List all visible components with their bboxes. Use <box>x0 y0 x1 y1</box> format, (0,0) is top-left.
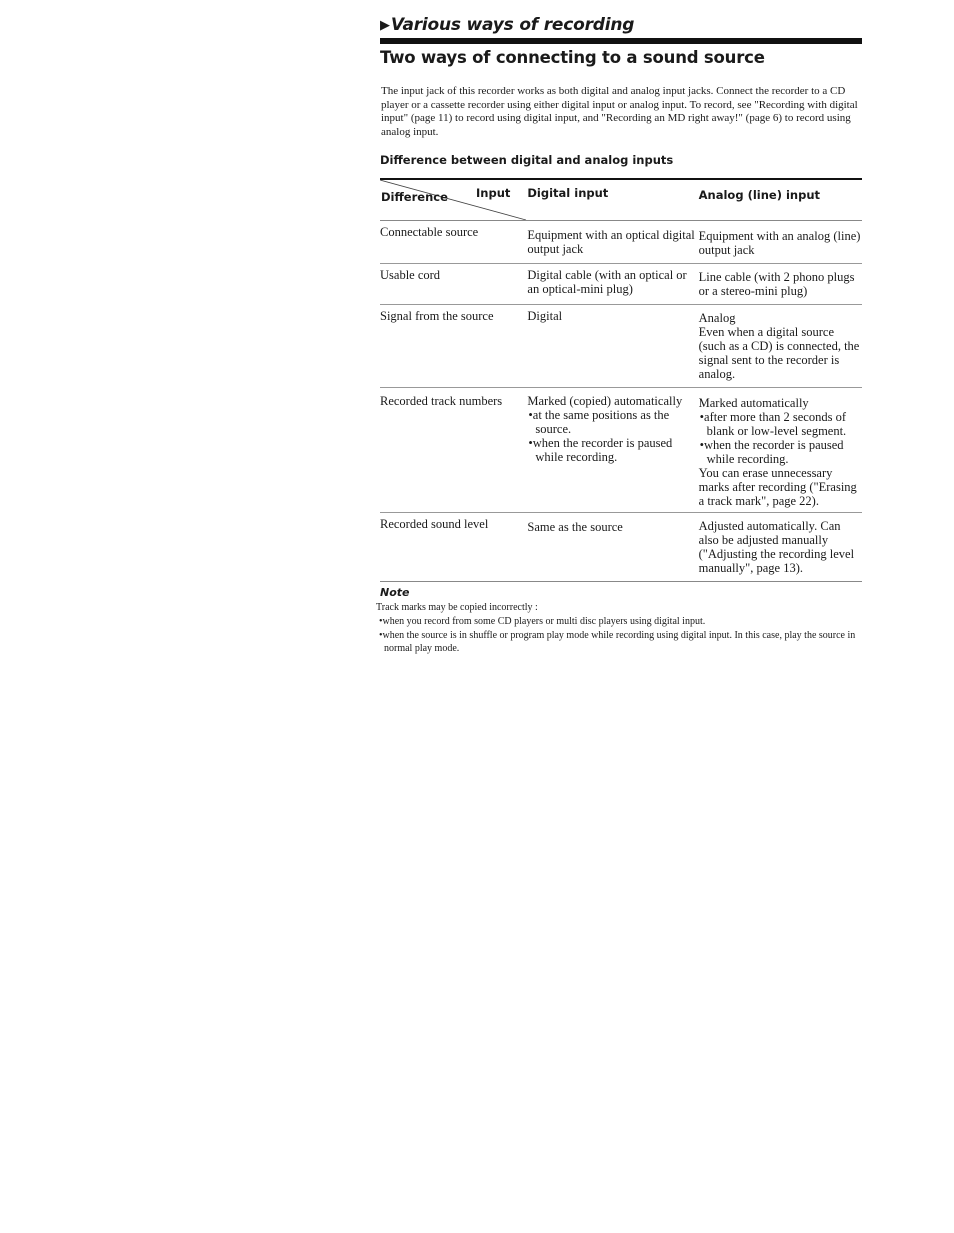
analog-value: Analog <box>698 311 736 326</box>
analog-explanation: Even when a digital source (such as a CD) is connected, the signal sent to the recorder is analog. <box>698 325 860 382</box>
row-label: Signal from the source <box>380 305 525 388</box>
analog-cell: Line cable (with 2 phono plugs or a stereo-mini plug) <box>699 264 862 305</box>
comparison-table <box>380 180 862 582</box>
note-title: Note <box>380 586 410 600</box>
digital-value: Marked (copied) automatically <box>527 394 683 409</box>
row-label: Usable cord <box>380 264 525 305</box>
digital-cell: Digital <box>525 305 698 388</box>
analog-cell: Adjusted automatically. Can also be adjusted manually ("Adjusting the recording level manually", page 13). <box>699 513 862 582</box>
note-lead: Track marks may be copied incorrectly : <box>376 602 538 614</box>
page-title: Two ways of connecting to a sound source <box>380 48 765 67</box>
digital-cell <box>525 388 698 513</box>
digital-cell: Equipment with an optical digital output jack <box>525 221 698 264</box>
column-header-analog: Analog (line) input <box>699 180 862 221</box>
analog-cell: Equipment with an analog (line) output jack <box>699 221 862 264</box>
table-row <box>380 221 862 264</box>
table-row <box>380 305 862 388</box>
table-row <box>380 388 862 513</box>
digital-bullet: •when the recorder is paused while recording. <box>528 436 673 465</box>
section-header-text: Various ways of recording <box>390 15 635 35</box>
analog-explanation: You can erase unnecessary marks after recording ("Erasing a track mark", page 22). <box>698 466 857 509</box>
analog-bullet: •when the recorder is paused while recording. <box>699 438 844 467</box>
intro-paragraph: The input jack of this recorder works as both digital and analog input jacks. Connect the recorder to a CD player or a cassette recorder using either digital input or analog input. To record, see "Recording with digital input" (page 11) to record using digital input, and "Recording an MD right away!" (page 6) to record using analog input. <box>381 85 858 138</box>
header-rule <box>380 38 862 44</box>
corner-header <box>380 180 525 221</box>
analog-value: Marked automatically <box>698 396 809 411</box>
triangle-arrow-icon: ▶ <box>380 18 390 33</box>
section-header <box>380 14 862 36</box>
column-header-digital: Digital input <box>525 180 698 221</box>
note-bullet: •when you record from some CD players or multi disc players using digital input. <box>379 616 706 628</box>
note-bullet: •when the source is in shuffle or program play mode while recording using digital input. In this case, play the source in normal play mode. <box>379 629 856 654</box>
manual-page <box>376 14 862 656</box>
row-label: Connectable source <box>380 221 525 264</box>
analog-bullet: •after more than 2 seconds of blank or low-level segment. <box>699 410 847 439</box>
digital-cell: Digital cable (with an optical or an optical-mini plug) <box>525 264 698 305</box>
digital-bullet: •at the same positions as the source. <box>528 408 670 437</box>
note-block <box>376 586 862 655</box>
row-label: Recorded track numbers <box>380 388 525 513</box>
analog-cell <box>699 388 862 513</box>
digital-cell: Same as the source <box>525 513 698 582</box>
table-row <box>380 513 862 582</box>
table-heading: Difference between digital and analog inputs <box>380 153 674 168</box>
analog-cell <box>699 305 862 388</box>
row-label: Recorded sound level <box>380 513 525 582</box>
table-row <box>380 264 862 305</box>
corner-col-label: Input <box>476 186 511 201</box>
corner-row-label: Difference <box>381 190 448 205</box>
